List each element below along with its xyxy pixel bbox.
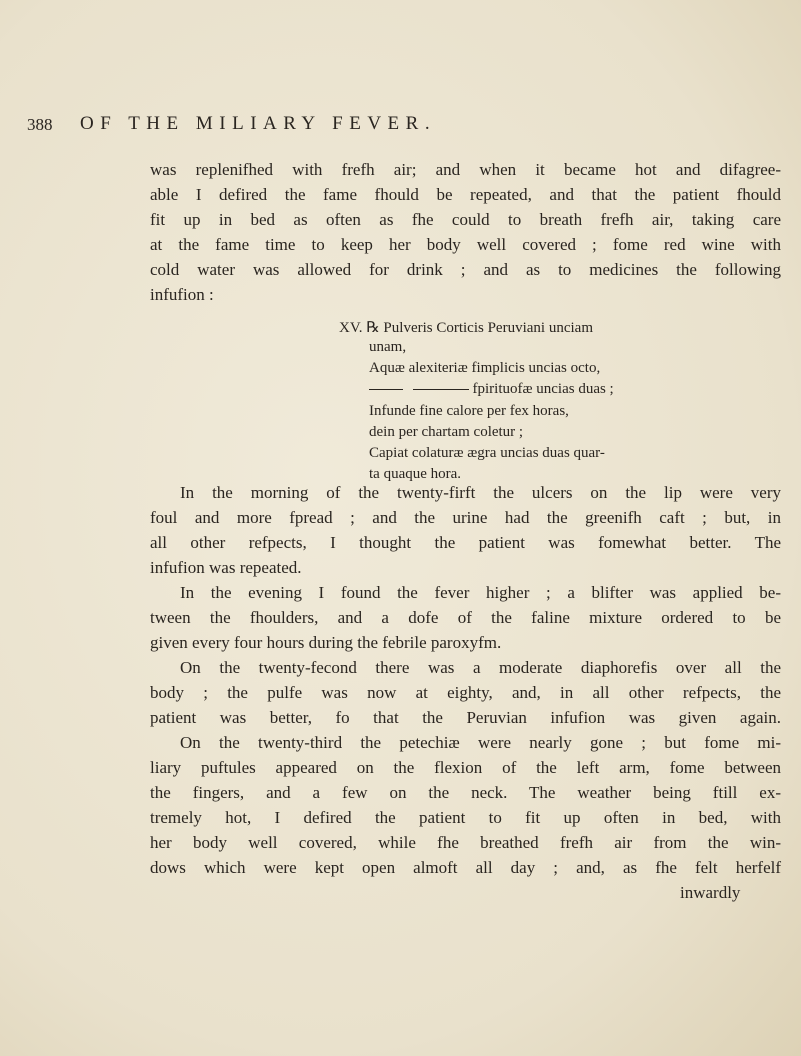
recipe-line: Aquæ alexiteriæ fimplicis uncias octo, bbox=[369, 360, 601, 376]
text-line: able I defired the fame fhould be repeated, and that the patient fhould bbox=[150, 185, 781, 204]
text-line: given every four hours during the febrile paroxyfm. bbox=[150, 633, 502, 652]
running-head: OF THE MILIARY FEVER. bbox=[80, 113, 437, 134]
recipe-line: Infunde fine calore per fex horas, bbox=[369, 403, 569, 419]
recipe-line-text: fpirituofæ uncias duas ; bbox=[472, 381, 614, 397]
ditto-dash bbox=[369, 389, 403, 390]
ditto-dash bbox=[413, 389, 469, 390]
text-line: fit up in bed as often as fhe could to breath frefh air, taking care bbox=[150, 210, 781, 229]
text-line: cold water was allowed for drink ; and as to medicines the following bbox=[150, 260, 781, 279]
text-line: patient was better, fo that the Peruvian infufion was given again. bbox=[150, 708, 781, 727]
text-line: her body well covered, while fhe breathed frefh air from the win- bbox=[150, 833, 781, 852]
text-line: On the twenty-fecond there was a moderate diaphorefis over all the bbox=[180, 658, 781, 677]
text-line: all other refpects, I thought the patient was fomewhat better. The bbox=[150, 533, 781, 552]
text-line: body ; the pulfe was now at eighty, and, in all other refpects, the bbox=[150, 683, 781, 702]
text-line: In the morning of the twenty-firft the ulcers on the lip were very bbox=[180, 483, 781, 502]
text-line: tremely hot, I defired the patient to fit up often in bed, with bbox=[150, 808, 781, 827]
page-header bbox=[0, 113, 801, 143]
recipe-line: unam, bbox=[369, 339, 407, 355]
recipe-line bbox=[369, 381, 614, 398]
recipe-line: Capiat colaturæ ægra uncias duas quar- bbox=[369, 445, 605, 461]
text-line: infufion : bbox=[150, 285, 214, 304]
catchword: inwardly bbox=[680, 883, 741, 902]
recipe-line: XV. ℞ Pulveris Corticis Peruviani unciam bbox=[339, 320, 593, 336]
text-line: tween the fhoulders, and a dofe of the faline mixture ordered to be bbox=[150, 608, 781, 627]
text-line: dows which were kept open almoft all day ; and, as fhe felt herfelf bbox=[150, 858, 781, 877]
text-line: foul and more fpread ; and the urine had the greenifh caft ; but, in bbox=[150, 508, 781, 527]
text-line: In the evening I found the fever higher ; a blifter was applied be- bbox=[180, 583, 781, 602]
text-line: liary puftules appeared on the flexion of the left arm, fome between bbox=[150, 758, 781, 777]
text-line: the fingers, and a few on the neck. The weather being ftill ex- bbox=[150, 783, 781, 802]
recipe-line: dein per chartam coletur ; bbox=[369, 424, 524, 440]
text-line: was replenifhed with frefh air; and when it became hot and difagree- bbox=[150, 160, 781, 179]
text-line: On the twenty-third the petechiæ were nearly gone ; but fome mi- bbox=[180, 733, 781, 752]
page-number: 388 bbox=[27, 115, 53, 134]
text-line: at the fame time to keep her body well covered ; fome red wine with bbox=[150, 235, 781, 254]
recipe-line: ta quaque hora. bbox=[369, 466, 462, 482]
text-line: infufion was repeated. bbox=[150, 558, 302, 577]
